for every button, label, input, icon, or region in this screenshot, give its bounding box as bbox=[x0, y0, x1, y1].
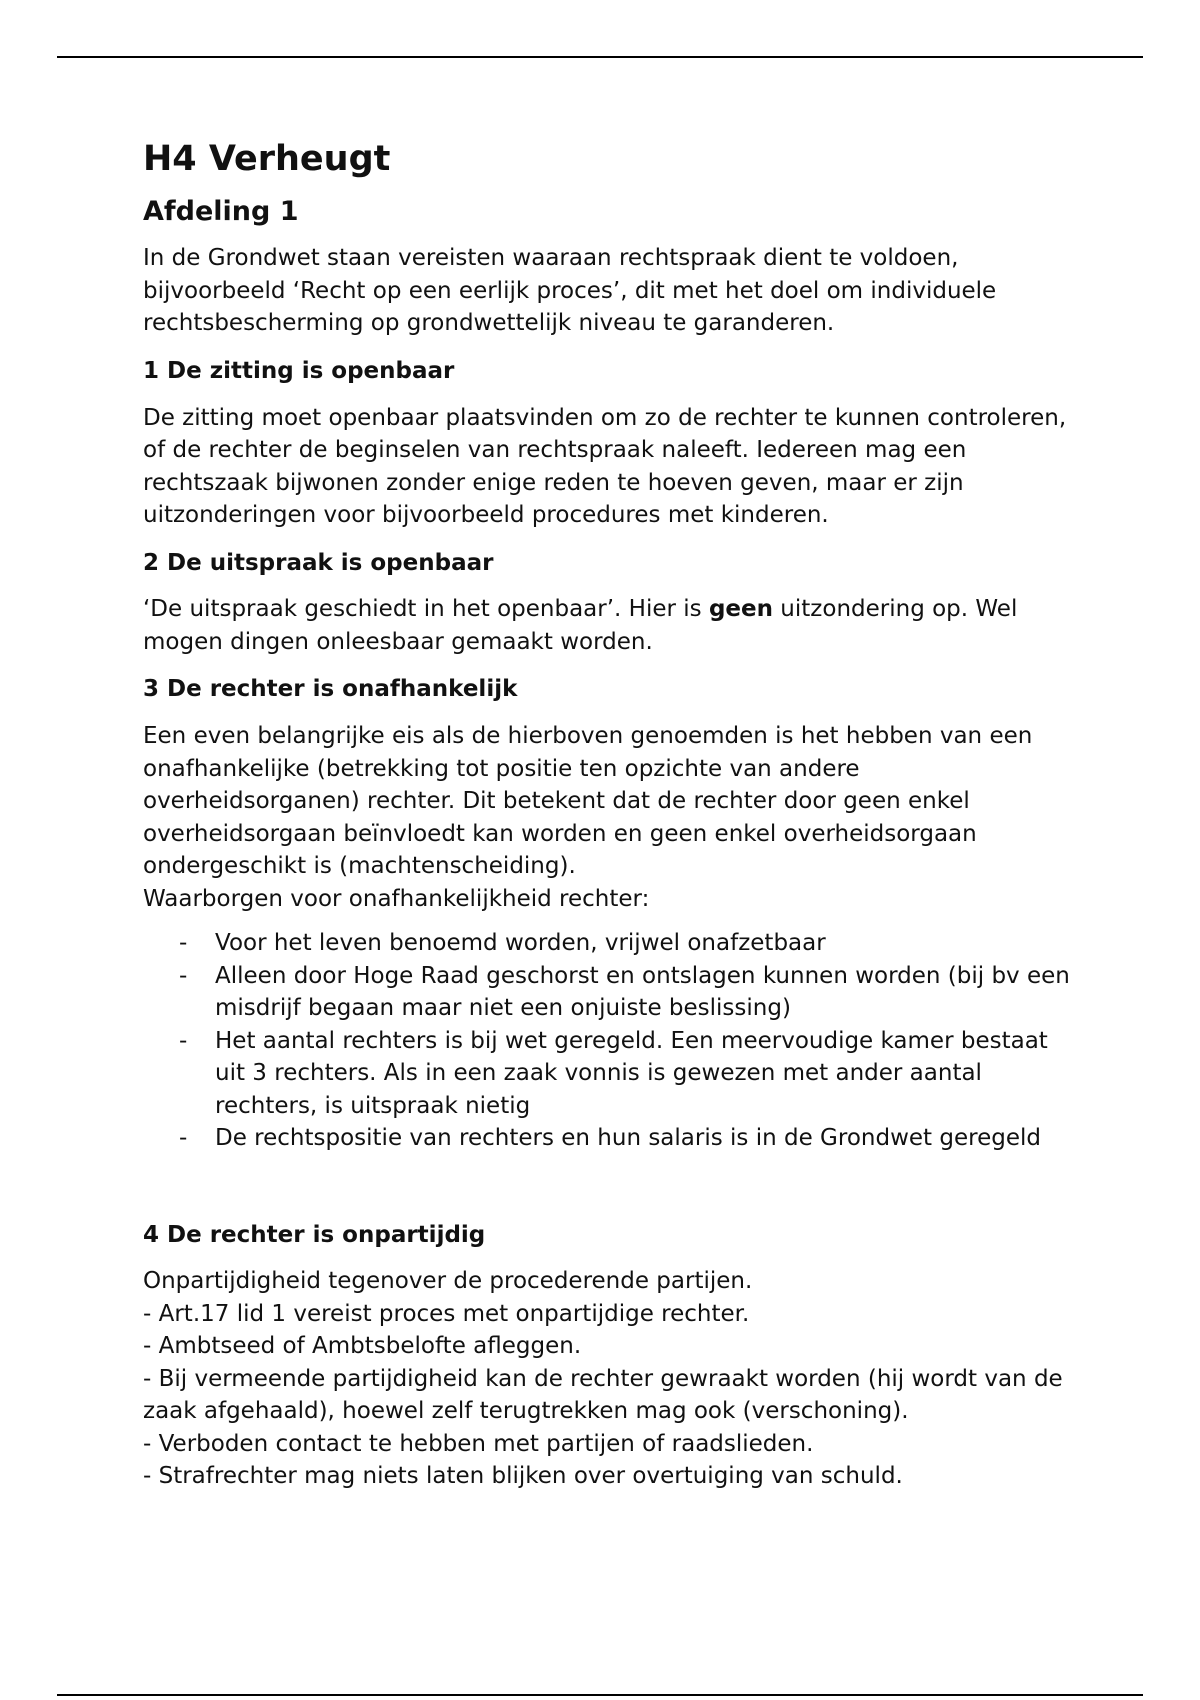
document-body bbox=[143, 138, 1073, 1510]
list-item: - Alleen door Hoge Raad geschorst en ontslagen kunnen worden (bij bv een misdrijf begaan maar niet een onjuiste beslissing) bbox=[143, 960, 1073, 1025]
uitspraak-text-after: uitzondering op. Wel mogen dingen onleesbaar gemaakt worden. bbox=[143, 596, 1018, 655]
waarborgen-list bbox=[143, 927, 1073, 1155]
onpartijdig-line: - Bij vermeende partijdigheid kan de rechter gewraakt worden (hij wordt van de zaak afgehaald), hoewel zelf terugtrekken mag ook (verschoning). bbox=[143, 1365, 1063, 1425]
top-rule bbox=[57, 56, 1143, 58]
onpartijdig-line: - Strafrechter mag niets laten blijken over overtuiging van schuld. bbox=[143, 1463, 903, 1490]
onpartijdig-line: - Art.17 lid 1 vereist proces met onpartijdige rechter. bbox=[143, 1300, 750, 1327]
list-item: - Het aantal rechters is bij wet geregeld. Een meervoudige kamer bestaat uit 3 rechters. Als in een zaak vonnis is gewezen met ander aantal rechters, is uitspraak nietig bbox=[143, 1025, 1073, 1123]
list-item: - De rechtspositie van rechters en hun salaris is in de Grondwet geregeld bbox=[143, 1122, 1073, 1155]
onpartijdig-line: - Ambtseed of Ambtsbelofte afleggen. bbox=[143, 1333, 582, 1360]
intro-paragraph: In de Grondwet staan vereisten waaraan rechtspraak dient te voldoen, bijvoorbeeld ‘Recht op een eerlijk proces’, dit met het doel om individuele rechtsbescherming op grondwettelijk niveau te garanderen. bbox=[143, 245, 997, 337]
heading-zitting-openbaar: 1 De zitting is openbaar bbox=[143, 357, 455, 384]
paragraph-rechter-onafhankelijk bbox=[143, 720, 1073, 915]
heading-rechter-onpartijdig: 4 De rechter is onpartijdig bbox=[143, 1221, 486, 1248]
onpartijdig-line: - Verboden contact te hebben met partijen of raadslieden. bbox=[143, 1430, 814, 1457]
list-item: - Voor het leven benoemd worden, vrijwel onafzetbaar bbox=[143, 927, 1073, 960]
uitspraak-emphasis: geen bbox=[708, 596, 773, 623]
document-title: H4 Verheugt bbox=[143, 139, 391, 179]
onafhankelijk-body: Een even belangrijke eis als de hierboven genoemden is het hebben van een onafhankelijke (betrekking tot positie ten opzichte van andere overheidsorganen) rechter. Dit betekent dat de rechter door geen enkel overheidsorgaan beïnvloedt kan worden en geen enkel overheidsorgaan ondergeschikt is (machtenscheiding). bbox=[143, 723, 1033, 880]
spacer bbox=[143, 1155, 1073, 1221]
heading-rechter-onafhankelijk: 3 De rechter is onafhankelijk bbox=[143, 676, 518, 703]
waarborgen-intro: Waarborgen voor onafhankelijkheid rechter: bbox=[143, 885, 650, 912]
onpartijdig-line: Onpartijdigheid tegenover de procederende partijen. bbox=[143, 1268, 753, 1295]
heading-uitspraak-openbaar: 2 De uitspraak is openbaar bbox=[143, 549, 494, 576]
paragraph-zitting-openbaar: De zitting moet openbaar plaatsvinden om zo de rechter te kunnen controleren, of de rechter de beginselen van rechtspraak naleeft. Iedereen mag een rechtszaak bijwonen zonder enige reden te hoeven geven, maar er zijn uitzonderingen voor bijvoorbeeld procedures met kinderen. bbox=[143, 404, 1067, 529]
paragraph-rechter-onpartijdig bbox=[143, 1265, 1073, 1493]
bottom-rule bbox=[57, 1694, 1143, 1696]
uitspraak-text-before: ‘De uitspraak geschiedt in het openbaar’. Hier is bbox=[143, 596, 709, 623]
paragraph-uitspraak-openbaar bbox=[143, 593, 1073, 658]
section-heading: Afdeling 1 bbox=[143, 196, 299, 227]
